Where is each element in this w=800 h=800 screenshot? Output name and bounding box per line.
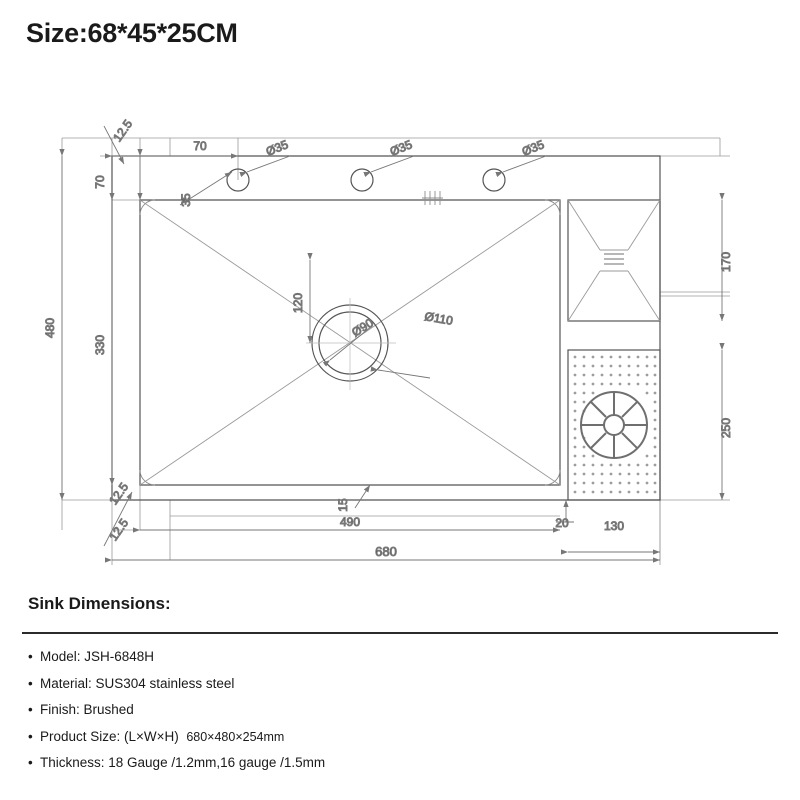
bullet-icon: • <box>28 728 33 744</box>
bullet-icon: • <box>28 675 33 691</box>
spec-text: Material: SUS304 stainless steel <box>40 675 235 691</box>
dim-label-hole2-dia: Ø35 <box>387 137 415 159</box>
dim-label-125-bottom-b: 12.5 <box>106 516 132 544</box>
specs-list <box>28 644 768 777</box>
specs-heading: Sink Dimensions: <box>28 594 171 613</box>
spec-text: Thickness: 18 Gauge /1.2mm,16 gauge /1.5mm <box>40 755 326 770</box>
dim-label-drain-outer-dia: Ø110 <box>423 309 454 328</box>
bullet-icon: • <box>28 702 33 717</box>
dim-label-125-topleft: 12.5 <box>110 117 136 145</box>
dim-label-15-radius: 15 <box>336 498 350 512</box>
dim-label-70-ledge: 70 <box>93 175 107 189</box>
dim-label-125-bottom-a: 12.5 <box>106 480 132 508</box>
dim-label-170-tray: 170 <box>719 251 733 273</box>
dim-label-480-height: 480 <box>43 317 57 339</box>
dim-label-hole1-dia: Ø35 <box>263 137 291 159</box>
bullet-icon: • <box>28 755 33 770</box>
dim-label-250-colander: 250 <box>719 417 733 439</box>
dim-label-35-offset: 35 <box>179 193 193 207</box>
spec-text: Product Size: (L×W×H) <box>40 728 179 744</box>
list-item <box>28 697 768 724</box>
dim-label-70-top: 70 <box>193 139 207 153</box>
dim-label-330: 330 <box>93 334 107 356</box>
sink-dimension-drawing <box>0 60 800 580</box>
spec-value: 680×480×254mm <box>186 729 285 744</box>
list-item <box>28 644 768 671</box>
dim-label-490-basin: 490 <box>339 515 361 529</box>
spec-text: Finish: Brushed <box>40 702 134 717</box>
bullet-icon: • <box>28 649 33 664</box>
page-title: Size:68*45*25CM <box>26 18 238 48</box>
dim-label-hole3-dia: Ø35 <box>519 137 547 159</box>
list-item <box>28 724 768 751</box>
dim-label-130-right: 130 <box>603 519 625 533</box>
list-item <box>28 750 768 777</box>
list-item <box>28 671 768 698</box>
dim-label-120-drain-top: 120 <box>291 292 305 314</box>
dim-label-680-overall: 680 <box>375 544 397 559</box>
dim-label-20-gap: 20 <box>555 516 569 530</box>
dim-label-drain-inner-dia: Ø90 <box>349 315 376 340</box>
spec-text: Model: JSH-6848H <box>40 649 155 664</box>
specs-divider <box>22 632 778 634</box>
